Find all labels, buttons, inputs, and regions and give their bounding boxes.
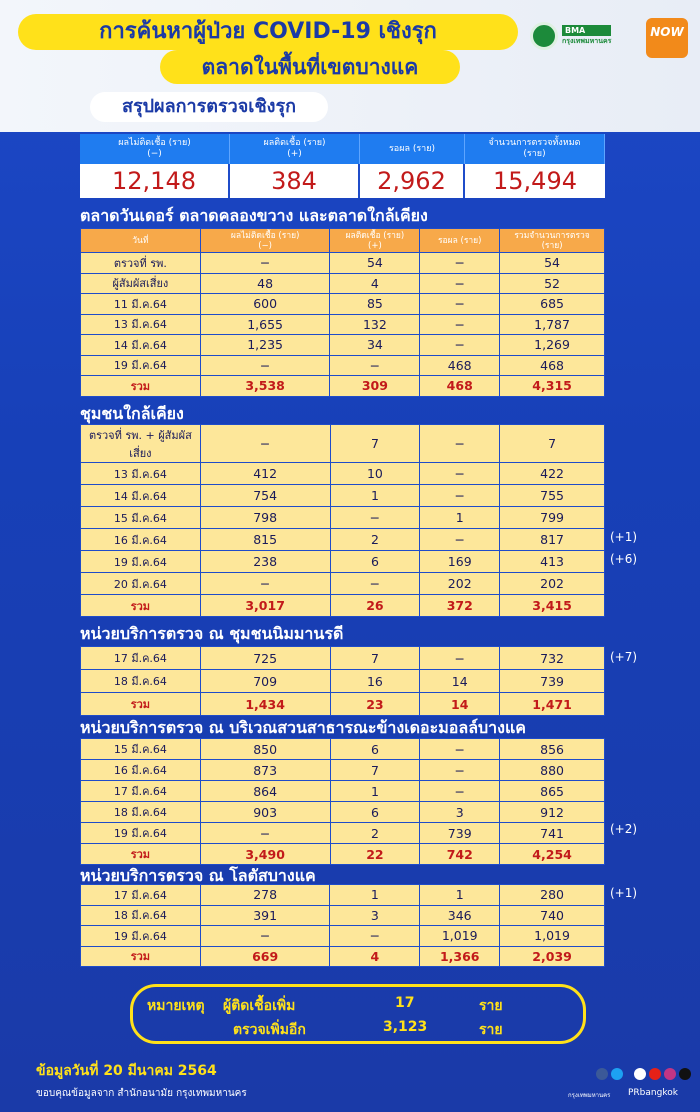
table-row: [81, 294, 605, 315]
table-cell: 17 มี.ค.64: [81, 781, 201, 802]
table-cell: −: [200, 425, 330, 463]
table-cell: 54: [500, 253, 605, 274]
section3-table: [80, 646, 605, 716]
table-cell: 1,434: [200, 693, 330, 716]
table-total-row: [81, 595, 605, 617]
page-title: การค้นหาผู้ป่วย COVID-19 เชิงรุก: [18, 14, 518, 50]
table-cell: 3: [420, 802, 500, 823]
table-row: [81, 425, 605, 463]
table-cell: 422: [500, 463, 605, 485]
table-row: [81, 760, 605, 781]
remark-line1-value: 17: [395, 995, 415, 1011]
table-cell: 238: [200, 551, 330, 573]
table-cell: 1: [330, 885, 420, 906]
table-cell: 873: [200, 760, 330, 781]
table-cell: 26: [330, 595, 420, 617]
table-row: [81, 551, 605, 573]
table-cell: 52: [500, 273, 605, 294]
summary-header-pending: รอผล (ราย): [360, 134, 465, 164]
table-cell: 740: [500, 905, 605, 926]
table-cell: 17 มี.ค.64: [81, 885, 201, 906]
table-cell: 742: [420, 844, 500, 865]
table-row: [81, 573, 605, 595]
table-cell: 23: [330, 693, 420, 716]
table-cell: −: [200, 253, 330, 274]
table-row: [81, 355, 605, 376]
remark-line1-unit: ราย: [479, 998, 503, 1014]
table-cell: 4: [330, 273, 420, 294]
table-cell: 6: [330, 739, 420, 760]
table-cell: 1: [330, 781, 420, 802]
table-row: [81, 670, 605, 693]
table-cell: −: [420, 781, 500, 802]
table-cell: 13 มี.ค.64: [81, 314, 201, 335]
table-cell: −: [330, 926, 420, 947]
table-cell: 48: [200, 273, 330, 294]
table-row: [81, 781, 605, 802]
table-header-cell: วันที่: [81, 229, 201, 253]
table-cell: ตรวจที่ รพ.: [81, 253, 201, 274]
table-cell: 600: [200, 294, 330, 315]
table-cell: 346: [420, 905, 500, 926]
table-cell: 18 มี.ค.64: [81, 905, 201, 926]
table-cell: 10: [330, 463, 420, 485]
table-cell: 912: [500, 802, 605, 823]
table-header-cell: ผลติดเชื้อ (ราย) (+): [330, 229, 420, 253]
table-cell: 11 มี.ค.64: [81, 294, 201, 315]
table-header-cell: รวมจำนวนการตรวจ (ราย): [500, 229, 605, 253]
table-cell: 817: [500, 529, 605, 551]
table-cell: 1,235: [200, 335, 330, 356]
page-subtitle: ตลาดในพื้นที่เขตบางแค: [160, 50, 460, 84]
summary-value-total: 15,494: [493, 167, 577, 195]
table-cell: 1,269: [500, 335, 605, 356]
table-cell: 2: [330, 823, 420, 844]
table-cell: 14: [420, 693, 500, 716]
table-cell: 732: [500, 647, 605, 670]
table-cell: 685: [500, 294, 605, 315]
table-cell: 20 มี.ค.64: [81, 573, 201, 595]
table-cell: 1,019: [500, 926, 605, 947]
table-cell: 2: [330, 529, 420, 551]
table-cell: 16: [330, 670, 420, 693]
summary-value-negative: 12,148: [80, 164, 230, 198]
table-cell: รวม: [81, 693, 201, 716]
table-cell: 4,315: [500, 376, 605, 397]
data-date: ข้อมูลวันที่ 20 มีนาคม 2564: [36, 1063, 217, 1079]
table-cell: 2,039: [500, 946, 605, 967]
table-cell: 7: [500, 425, 605, 463]
table-cell: −: [330, 355, 420, 376]
social-org-label: กรุงเทพมหานคร: [568, 1092, 611, 1099]
remark-box: [130, 984, 586, 1044]
table-cell: 864: [200, 781, 330, 802]
table-cell: 6: [330, 802, 420, 823]
table-cell: 1,471: [500, 693, 605, 716]
table-cell: 741: [500, 823, 605, 844]
table-cell: 3,490: [200, 844, 330, 865]
table-cell: 739: [420, 823, 500, 844]
table-row: [81, 507, 605, 529]
table-cell: −: [420, 647, 500, 670]
section1-title: ตลาดวันเดอร์ ตลาดคลองขวาง และตลาดใกล้เคียง: [80, 206, 428, 225]
table-cell: 7: [330, 647, 420, 670]
section2-note: (+6): [610, 552, 638, 566]
table-cell: 19 มี.ค.64: [81, 926, 201, 947]
table-row: [81, 647, 605, 670]
table-cell: −: [200, 823, 330, 844]
table-cell: 799: [500, 507, 605, 529]
table-cell: 13 มี.ค.64: [81, 463, 201, 485]
table-cell: 755: [500, 485, 605, 507]
table-cell: −: [200, 355, 330, 376]
table-cell: 1,019: [420, 926, 500, 947]
summary-value-positive: 384: [230, 164, 360, 198]
table-cell: 22: [330, 844, 420, 865]
section1-table: [80, 228, 605, 397]
table-row: [81, 926, 605, 947]
table-cell: 16 มี.ค.64: [81, 529, 201, 551]
table-row: [81, 905, 605, 926]
table-row: [81, 823, 605, 844]
table-cell: −: [420, 314, 500, 335]
table-cell: 468: [420, 355, 500, 376]
table-cell: 798: [200, 507, 330, 529]
table-cell: 3,415: [500, 595, 605, 617]
table-total-row: [81, 693, 605, 716]
section2-table: [80, 424, 605, 617]
table-cell: 34: [330, 335, 420, 356]
table-cell: 856: [500, 739, 605, 760]
table-cell: 1,366: [420, 946, 500, 967]
table-row: [81, 485, 605, 507]
table-cell: ผู้สัมผัสเสี่ยง: [81, 273, 201, 294]
table-row: [81, 335, 605, 356]
table-cell: 709: [200, 670, 330, 693]
table-cell: 19 มี.ค.64: [81, 823, 201, 844]
table-cell: 865: [500, 781, 605, 802]
table-cell: 14 มี.ค.64: [81, 485, 201, 507]
table-cell: 7: [330, 425, 420, 463]
table-cell: −: [420, 485, 500, 507]
table-row: [81, 463, 605, 485]
summary-table: [80, 134, 605, 198]
table-cell: 309: [330, 376, 420, 397]
table-cell: ตรวจที่ รพ. + ผู้สัมผัสเสี่ยง: [81, 425, 201, 463]
tiktok-icon[interactable]: [679, 1068, 691, 1080]
table-total-row: [81, 844, 605, 865]
table-cell: 4: [330, 946, 420, 967]
bma-logo-name: กรุงเทพมหานคร: [562, 37, 612, 45]
table-cell: −: [420, 463, 500, 485]
table-cell: 3,538: [200, 376, 330, 397]
table-cell: −: [330, 507, 420, 529]
table-cell: 202: [420, 573, 500, 595]
table-cell: 1: [330, 485, 420, 507]
table-cell: −: [420, 294, 500, 315]
table-cell: −: [420, 529, 500, 551]
remark-label: หมายเหตุ: [147, 998, 205, 1014]
section4-table: [80, 738, 605, 865]
bma-logo: [530, 20, 634, 52]
facebook-icon[interactable]: [596, 1068, 608, 1080]
table-cell: 14 มี.ค.64: [81, 335, 201, 356]
table-cell: 754: [200, 485, 330, 507]
table-cell: −: [420, 253, 500, 274]
table-cell: −: [420, 425, 500, 463]
section4-note: (+2): [610, 822, 638, 836]
table-cell: 6: [330, 551, 420, 573]
table-cell: 278: [200, 885, 330, 906]
section2-note: (+1): [610, 530, 638, 544]
table-cell: 815: [200, 529, 330, 551]
table-row: [81, 529, 605, 551]
table-cell: 132: [330, 314, 420, 335]
table-cell: 202: [500, 573, 605, 595]
table-cell: 16 มี.ค.64: [81, 760, 201, 781]
table-cell: −: [200, 926, 330, 947]
summary-header-positive: ผลติดเชื้อ (ราย) (+): [230, 134, 360, 164]
twitter-icon[interactable]: [611, 1068, 623, 1080]
summary-value-pending: 2,962: [360, 164, 465, 198]
table-cell: 19 มี.ค.64: [81, 355, 201, 376]
summary-title: สรุปผลการตรวจเชิงรุก: [90, 92, 328, 122]
table-row: [81, 273, 605, 294]
table-total-row: [81, 376, 605, 397]
table-cell: รวม: [81, 844, 201, 865]
now-logo-text: NOW: [650, 25, 684, 39]
table-cell: 669: [200, 946, 330, 967]
table-cell: 1,655: [200, 314, 330, 335]
table-header-row: [81, 229, 605, 253]
table-cell: 14: [420, 670, 500, 693]
bma-logo-text: BMA: [562, 25, 611, 36]
table-cell: 169: [420, 551, 500, 573]
table-cell: 4,254: [500, 844, 605, 865]
table-cell: 725: [200, 647, 330, 670]
table-cell: 15 มี.ค.64: [81, 739, 201, 760]
summary-header-negative: ผลไม่ติดเชื้อ (ราย) (−): [80, 134, 230, 164]
table-cell: −: [420, 335, 500, 356]
table-cell: 739: [500, 670, 605, 693]
table-cell: 1: [420, 507, 500, 529]
table-cell: รวม: [81, 376, 201, 397]
table-cell: 1: [420, 885, 500, 906]
spacer-icon: [634, 1068, 646, 1080]
section5-note: (+1): [610, 886, 638, 900]
table-cell: รวม: [81, 946, 201, 967]
table-cell: 280: [500, 885, 605, 906]
table-cell: 413: [500, 551, 605, 573]
remark-line2-unit: ราย: [479, 1022, 503, 1038]
table-cell: 1,787: [500, 314, 605, 335]
data-credit: ขอบคุณข้อมูลจาก สำนักอนามัย กรุงเทพมหานคร: [36, 1088, 247, 1099]
remark-line2-label: ตรวจเพิ่มอีก: [233, 1022, 306, 1038]
instagram-icon[interactable]: [664, 1068, 676, 1080]
section5-title: หน่วยบริการตรวจ ณ โลตัสบางแค: [80, 866, 316, 885]
table-cell: 880: [500, 760, 605, 781]
section3-title: หน่วยบริการตรวจ ณ ชุมชนนิมมานรดี: [80, 624, 344, 643]
table-header-cell: รอผล (ราย): [420, 229, 500, 253]
table-cell: 412: [200, 463, 330, 485]
summary-header-total: จำนวนการตรวจทั้งหมด (ราย): [465, 134, 605, 164]
table-cell: 19 มี.ค.64: [81, 551, 201, 573]
table-row: [81, 885, 605, 906]
table-cell: 372: [420, 595, 500, 617]
table-cell: 54: [330, 253, 420, 274]
table-cell: −: [420, 760, 500, 781]
table-cell: 850: [200, 739, 330, 760]
remark-line1-label: ผู้ติดเชื้อเพิ่ม: [223, 998, 296, 1014]
table-cell: 18 มี.ค.64: [81, 802, 201, 823]
table-cell: 3,017: [200, 595, 330, 617]
table-cell: −: [420, 739, 500, 760]
remark-line2-value: 3,123: [383, 1019, 428, 1035]
section3-note: (+7): [610, 650, 638, 664]
table-row: [81, 739, 605, 760]
section5-table: [80, 884, 605, 967]
section2-title: ชุมชนใกล้เคียง: [80, 404, 184, 423]
table-cell: 15 มี.ค.64: [81, 507, 201, 529]
table-row: [81, 802, 605, 823]
table-cell: 468: [500, 355, 605, 376]
table-cell: −: [420, 273, 500, 294]
youtube-icon[interactable]: [649, 1068, 661, 1080]
table-total-row: [81, 946, 605, 967]
table-cell: 18 มี.ค.64: [81, 670, 201, 693]
table-header-cell: ผลไม่ติดเชื้อ (ราย) (−): [200, 229, 330, 253]
table-cell: 85: [330, 294, 420, 315]
bma-seal-icon: [530, 22, 558, 50]
table-cell: −: [330, 573, 420, 595]
table-cell: 3: [330, 905, 420, 926]
table-row: [81, 253, 605, 274]
table-cell: −: [200, 573, 330, 595]
table-cell: 468: [420, 376, 500, 397]
table-cell: 17 มี.ค.64: [81, 647, 201, 670]
now-logo: [646, 18, 688, 58]
section4-title: หน่วยบริการตรวจ ณ บริเวณสวนสาธารณะข้างเดอะมอลล์บางแค: [80, 718, 526, 737]
social-handle: PRbangkok: [628, 1088, 678, 1098]
table-row: [81, 314, 605, 335]
table-cell: 391: [200, 905, 330, 926]
table-cell: รวม: [81, 595, 201, 617]
table-cell: 903: [200, 802, 330, 823]
table-cell: 7: [330, 760, 420, 781]
social-icons: [596, 1068, 691, 1080]
